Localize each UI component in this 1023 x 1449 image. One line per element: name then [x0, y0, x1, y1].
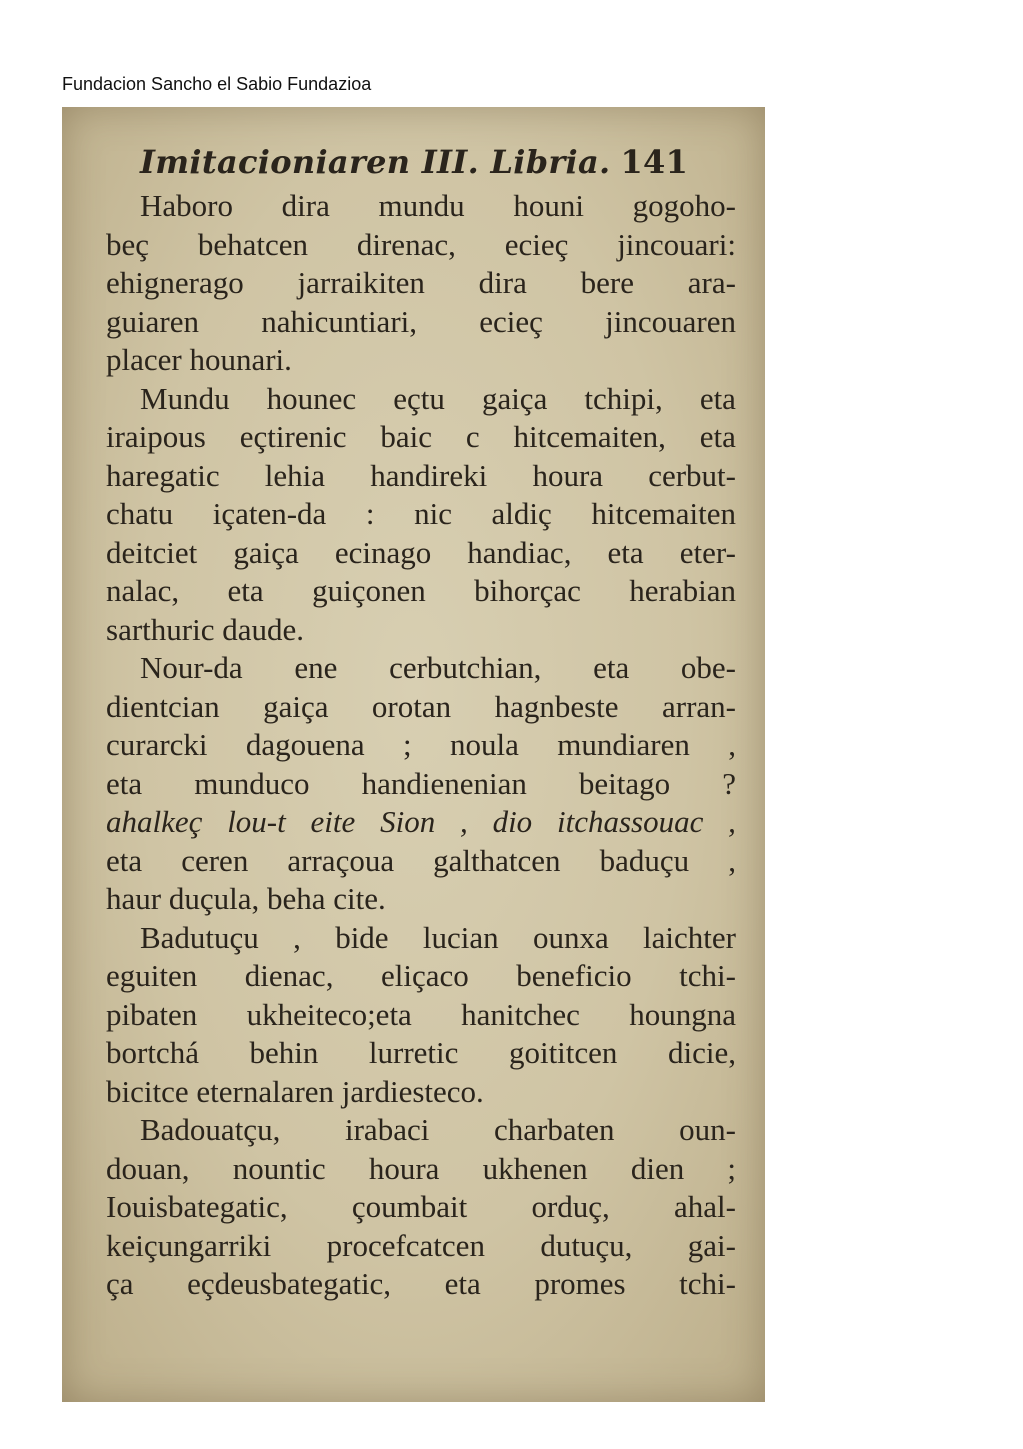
text-line [106, 187, 736, 226]
text-line [106, 1111, 736, 1150]
text-line-content: ehignerago jarraikiten dira bere ara- [106, 265, 736, 300]
text-line-content: Badutuçu , bide lucian ounxa laichter [140, 919, 736, 955]
text-line [106, 688, 736, 727]
text-line [106, 957, 736, 996]
text-line-content: Iouisbategatic, çoumbait orduç, ahal- [106, 1189, 736, 1224]
paragraph [106, 919, 736, 1112]
archive-caption: Fundacion Sancho el Sabio Fundazioa [62, 74, 372, 94]
text-line [106, 380, 736, 419]
book-page-scan [62, 107, 765, 1402]
paragraph [106, 187, 736, 380]
text-line [106, 1188, 736, 1227]
text-line [106, 1265, 736, 1304]
text-line [106, 726, 736, 765]
text-line-content: Haboro dira mundu houni gogoho- [140, 188, 736, 223]
text-line [106, 264, 736, 303]
text-line-content: iraipous eçtirenic baic c hitcemaiten, eta [106, 419, 736, 454]
text-line [106, 303, 736, 342]
text-line-content: curarcki dagouena ; noula mundiaren , [106, 727, 736, 762]
text-line [106, 572, 736, 611]
text-line-content: Mundu hounec eçtu gaiça tchipi, eta [140, 380, 736, 416]
text-line [106, 534, 736, 573]
text-line [106, 1034, 736, 1073]
text-line [106, 803, 736, 842]
running-head [140, 143, 736, 181]
text-line [106, 765, 736, 804]
text-line [106, 880, 736, 919]
page-text-block [106, 143, 736, 1304]
text-line-content: haregatic lehia handireki houra cerbut- [106, 457, 736, 493]
text-line [106, 1073, 736, 1112]
text-line-content: eta munduco handienenian beitago ? [106, 765, 736, 801]
text-line [106, 919, 736, 958]
paragraph [106, 1111, 736, 1304]
body-text [106, 187, 736, 1304]
text-line-content: bicitce eternalaren jardiesteco. [106, 1073, 484, 1109]
text-line [106, 226, 736, 265]
page-number: 141 [620, 143, 689, 181]
text-line [106, 1150, 736, 1189]
text-line-content: pibaten ukheiteco;eta hanitchec houngna [106, 996, 736, 1032]
text-line [106, 842, 736, 881]
running-head-title: Imitacioniaren III. Libria. [140, 143, 611, 181]
text-line [106, 341, 736, 380]
text-line-content: Badouatçu, irabaci charbaten oun- [140, 1112, 736, 1147]
text-line-content: eta ceren arraçoua galthatcen baduçu , [106, 842, 736, 878]
text-line-content: keiçungarriki procefcatcen dutuçu, gai- [106, 1227, 736, 1263]
text-line-content: bortchá behin lurretic goititcen dicie, [106, 1035, 736, 1070]
text-line-content: ça eçdeusbategatic, eta promes tchi- [106, 1266, 736, 1301]
text-line [106, 996, 736, 1035]
text-line-content: guiaren nahicuntiari, ecieç jincouaren [106, 303, 736, 339]
text-line-content: douan, nountic houra ukhenen dien ; [106, 1150, 736, 1186]
text-line-content: eguiten dienac, eliçaco beneficio tchi- [106, 958, 736, 993]
text-line-content: chatu içaten-da : nic aldiç hitcemaiten [106, 496, 736, 531]
text-line [106, 611, 736, 650]
text-line-content: haur duçula, beha cite. [106, 881, 386, 916]
text-line-content: placer hounari. [106, 342, 292, 377]
text-line-content: nalac, eta guiçonen bihorçac herabian [106, 573, 736, 608]
text-line-content: deitciet gaiça ecinago handiac, eta eter- [106, 534, 736, 570]
text-line-content: beç behatcen direnac, ecieç jincouari: [106, 226, 736, 262]
text-line-content: dientcian gaiça orotan hagnbeste arran- [106, 688, 736, 724]
paragraph [106, 380, 736, 650]
text-line [106, 649, 736, 688]
paragraph [106, 649, 736, 919]
text-line-content: ahalkeç lou-t eite Sion , dio itchassouac , [106, 804, 736, 839]
text-line [106, 418, 736, 457]
text-line [106, 457, 736, 496]
text-line [106, 1227, 736, 1266]
text-line-content: Nour-da ene cerbutchian, eta obe- [140, 650, 736, 685]
text-line [106, 495, 736, 534]
text-line-content: sarthuric daude. [106, 611, 304, 647]
